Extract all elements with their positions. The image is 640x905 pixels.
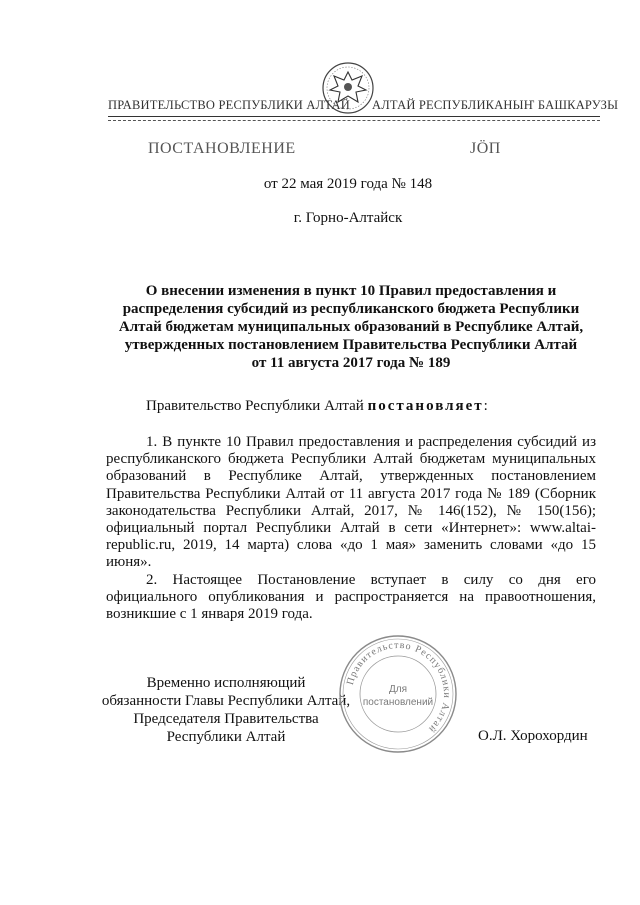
title-line: Алтай бюджетам муниципальных образований в Республике Алтай, [118, 319, 584, 335]
paragraph-2: 2. Настоящее Постановление вступает в силу со дня его официального опубликования и распространяется на правоотношения, возникшие с 1 января 2019 года. [106, 571, 596, 623]
preamble-verb: постановляет [367, 398, 484, 414]
header-rule-dashed [108, 120, 600, 121]
position-line: обязанности Главы Республики Алтай, [101, 693, 351, 709]
title-line: утвержденных постановлением Правительства Республики Алтай [124, 337, 578, 353]
preamble [146, 398, 488, 415]
paragraph-1: 1. В пункте 10 Правил предоставления и распределения субсидий из республиканского бюджета Республики Алтай бюджетам муниципальных образований в Республике Алтай, утвержденных постановлением Правительства Республики Алтай от 11 августа 2017 года № 189 (Сборник законодательства Республики Алтай, 2017, № 146(152), № 150(156); официальный портал Республики Алтай в сети «Интернет»: www.altai-republic.ru, 2019, 14 марта) слова «до 1 мая» заменить словами «до 15 июня». [106, 434, 596, 571]
signatory-position [96, 674, 356, 746]
title-line: распределения субсидий из республиканского бюджета Республики [122, 301, 580, 317]
header-rule [108, 116, 600, 117]
doc-type-altai: ЈӦП [470, 140, 501, 157]
government-name-altai: АЛТАЙ РЕСПУБЛИКАНЫҤ БАШКАРУЗЫ [372, 98, 619, 112]
document-title [106, 282, 596, 372]
document-body [106, 434, 596, 623]
date-number: от 22 мая 2019 года № 148 [263, 176, 433, 192]
stamp-seal [336, 632, 460, 756]
preamble-start: Правительство Республики Алтай [146, 398, 368, 414]
city: г. Горно-Алтайск [293, 210, 403, 226]
stamp-center-line2: постановлений [362, 697, 434, 708]
stamp-ring-text: Правительство Республики Алтай [344, 639, 453, 735]
position-line: Республики Алтай [166, 729, 286, 745]
doc-type-russian: ПОСТАНОВЛЕНИЕ [148, 140, 296, 157]
title-line: от 11 августа 2017 года № 189 [251, 355, 451, 371]
signatory-name: О.Л. Хорохордин [478, 728, 588, 744]
stamp-center-line1: Для [388, 684, 408, 695]
position-line: Председателя Правительства [133, 711, 319, 727]
government-name-russian: ПРАВИТЕЛЬСТВО РЕСПУБЛИКИ АЛТАЙ [108, 98, 350, 112]
title-line: О внесении изменения в пункт 10 Правил предоставления и [145, 283, 557, 299]
position-line: Временно исполняющий [146, 675, 306, 691]
preamble-end: : [483, 398, 488, 414]
